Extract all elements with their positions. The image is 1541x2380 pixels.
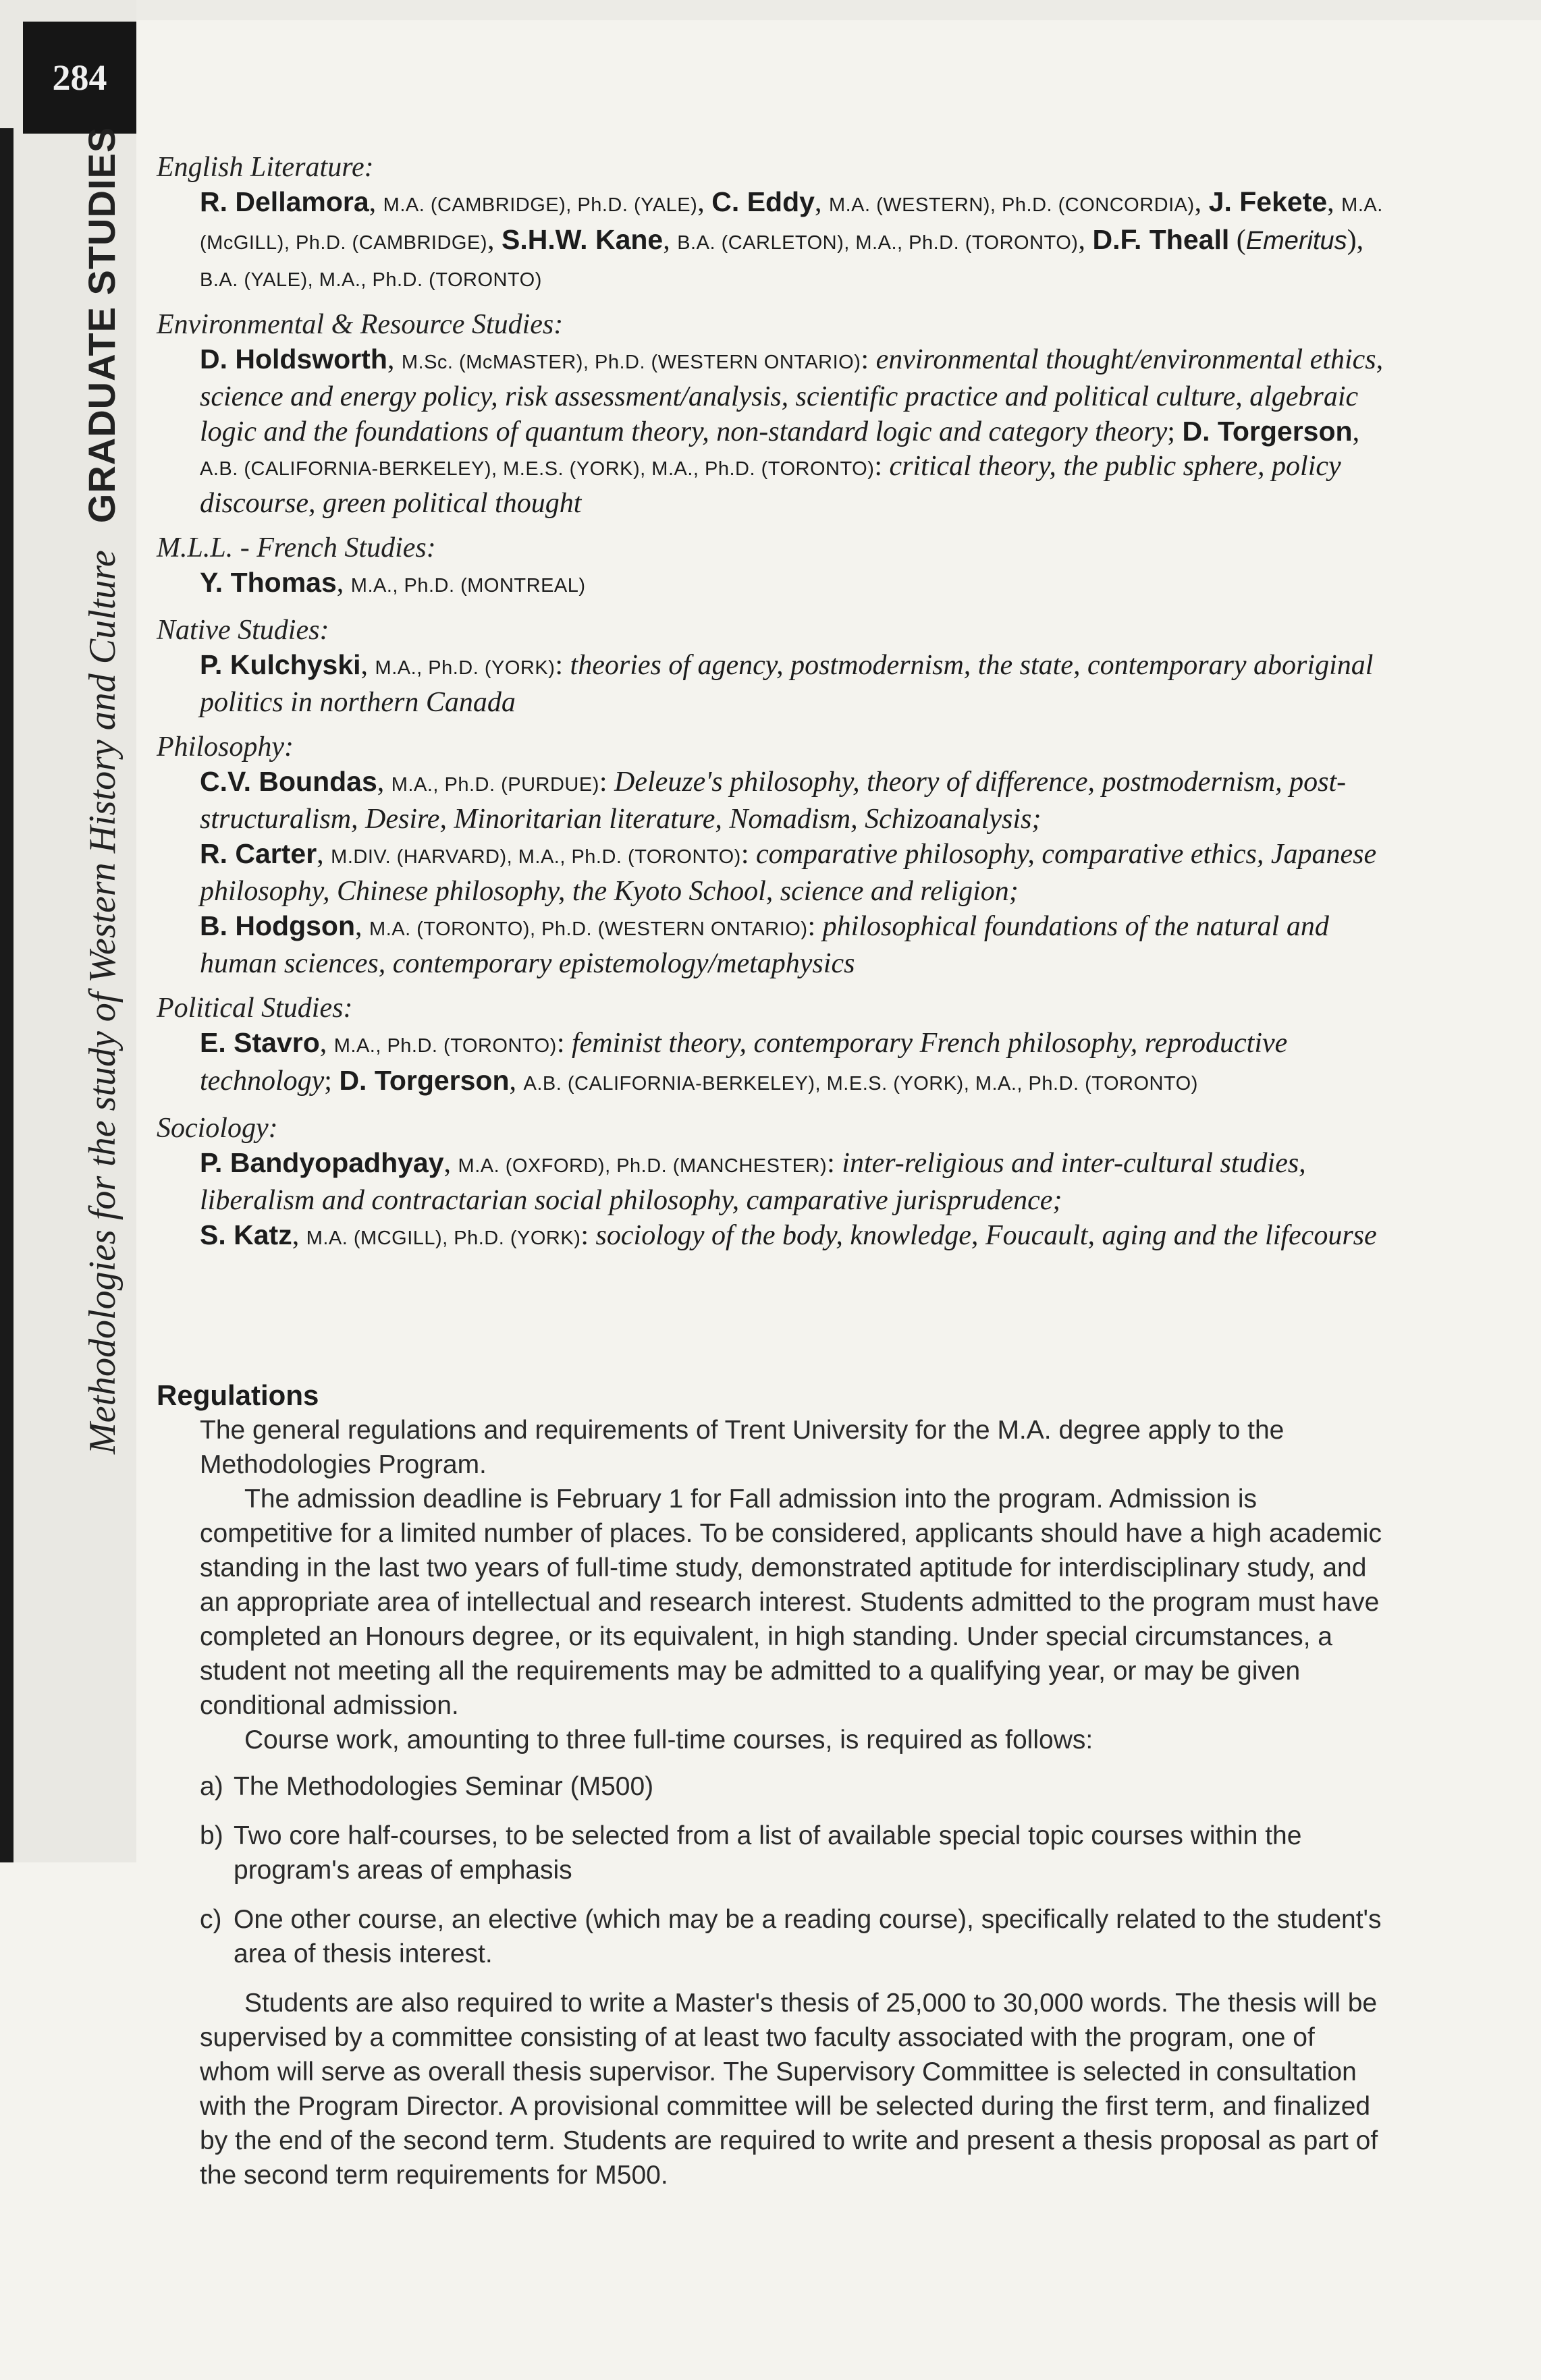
regulations-paragraph: The admission deadline is February 1 for Fall admission into the program. Admission is competitive for a limited number of places. To be considered, applicants should have a high academic standing in the last two years of full-time study, demonstrated aptitude for interdisciplinary study, and an appropriate area of intellectual and research interest. Students admitted to the program must have completed an Honours degree, or its equivalent, in high standing. Under special circumstances, a student not meeting all the requirements may be admitted to a qualifying year, or may be given conditional admission. bbox=[200, 1485, 1382, 1720]
faculty-credentials: M.A., Ph.D. (YORK) bbox=[375, 657, 556, 679]
faculty-credentials: M.A., Ph.D. (MONTREAL) bbox=[350, 575, 586, 597]
faculty-block bbox=[157, 613, 1392, 720]
running-head bbox=[80, 127, 124, 1454]
faculty-paragraph bbox=[200, 342, 1392, 521]
faculty-credentials: M.A. (CAMBRIDGE), Ph.D. (YALE) bbox=[383, 194, 698, 216]
faculty-entries bbox=[157, 185, 1392, 298]
research-interests: philosophical foundations of the natural and human sciences, contemporary epistemology/metaphysics bbox=[200, 911, 1329, 979]
punctuation: , bbox=[355, 911, 370, 942]
faculty-paragraph bbox=[200, 565, 1392, 603]
punctuation: : bbox=[827, 1148, 842, 1179]
regulations-paragraph: Course work, amounting to three full-time courses, is required as follows: bbox=[244, 1725, 1093, 1754]
list-item bbox=[200, 1769, 1392, 1804]
faculty-paragraph bbox=[200, 837, 1392, 909]
punctuation: : bbox=[556, 1028, 572, 1059]
list-item-text: The Methodologies Seminar (M500) bbox=[234, 1772, 654, 1801]
faculty-credentials: A.B. (CALIFORNIA-BERKELEY), M.E.S. (YORK), M.A., Ph.D. (TORONTO) bbox=[200, 458, 875, 480]
faculty-credentials: B.A. (CARLETON), M.A., Ph.D. (TORONTO) bbox=[677, 232, 1079, 254]
punctuation: , bbox=[663, 225, 678, 256]
faculty-block bbox=[157, 150, 1392, 298]
faculty-name: Y. Thomas bbox=[200, 567, 337, 598]
list-item bbox=[200, 1819, 1392, 1887]
punctuation: , bbox=[377, 767, 391, 798]
page-number-text: 284 bbox=[52, 57, 107, 98]
punctuation: , bbox=[317, 839, 331, 870]
punctuation: : bbox=[861, 344, 876, 375]
faculty-entries bbox=[157, 565, 1392, 603]
running-head-section: GRADUATE STUDIES bbox=[80, 126, 123, 524]
faculty-name: J. Fekete bbox=[1208, 186, 1328, 217]
research-interests: theories of agency, postmodernism, the state, contemporary aboriginal politics in northern Canada bbox=[200, 650, 1374, 718]
punctuation: : bbox=[555, 650, 570, 681]
faculty-name: C. Eddy bbox=[711, 186, 815, 217]
punctuation: : bbox=[807, 911, 823, 942]
punctuation: ; bbox=[1167, 416, 1183, 447]
faculty-name: D. Torgerson bbox=[1182, 416, 1353, 447]
research-interests: comparative philosophy, comparative ethics, Japanese philosophy, Chinese philosophy, the Kyoto School, science and religion; bbox=[200, 839, 1377, 907]
punctuation: : bbox=[874, 451, 890, 482]
punctuation: : bbox=[580, 1220, 596, 1251]
punctuation: ( bbox=[1229, 225, 1246, 256]
faculty-entries bbox=[157, 765, 1392, 981]
faculty-name: R. Carter bbox=[200, 838, 317, 869]
top-strip bbox=[0, 0, 1541, 20]
field-heading: Philosophy: bbox=[157, 731, 294, 763]
faculty-credentials: M.A., Ph.D. (TORONTO) bbox=[333, 1035, 557, 1057]
regulations-paragraph: Students are also required to write a Master's thesis of 25,000 to 30,000 words. The thesis will be supervised by a committee consisting of at least two faculty associated with the program, one of whom will serve as overall thesis supervisor. The Supervisory Committee is selected in consultation with the Program Director. A provisional committee will be selected during the first term, and finalized by the end of the second term. Students are required to write and present a thesis proposal as part of the second term requirements for M500. bbox=[200, 1989, 1378, 2190]
faculty-block bbox=[157, 729, 1392, 981]
faculty-entries bbox=[157, 342, 1392, 521]
punctuation: , bbox=[814, 187, 829, 218]
faculty-list bbox=[157, 150, 1392, 1265]
faculty-credentials: A.B. (CALIFORNIA-BERKELEY), M.E.S. (YORK), M.A., Ph.D. (TORONTO) bbox=[523, 1073, 1198, 1095]
running-head-series: Methodologies for the study of Western History and Culture bbox=[82, 550, 124, 1454]
list-marker: b) bbox=[200, 1821, 223, 1850]
research-interests: sociology of the body, knowledge, Foucault, aging and the lifecourse bbox=[595, 1220, 1377, 1251]
faculty-credentials: M.A. (WESTERN), Ph.D. (CONCORDIA) bbox=[828, 194, 1195, 216]
faculty-entries bbox=[157, 1146, 1392, 1256]
regulations-section bbox=[157, 1378, 1392, 2192]
punctuation: ; bbox=[324, 1066, 340, 1097]
faculty-name: D. Torgerson bbox=[339, 1065, 510, 1096]
faculty-name: S.H.W. Kane bbox=[502, 224, 664, 255]
regulations-paragraph: The general regulations and requirements of Trent University for the M.A. degree apply to the Methodologies Program. bbox=[200, 1416, 1285, 1479]
punctuation: ), bbox=[1347, 225, 1364, 256]
faculty-entries bbox=[157, 648, 1392, 720]
faculty-name: P. Bandyopadhyay bbox=[200, 1147, 444, 1178]
faculty-paragraph bbox=[200, 648, 1392, 720]
punctuation: , bbox=[697, 187, 712, 218]
research-interests: Deleuze's philosophy, theory of difference, postmodernism, post-structuralism, Desire, Minoritarian literature, Nomadism, Schizoanalysis; bbox=[200, 767, 1347, 835]
page-number bbox=[23, 22, 136, 134]
faculty-name: B. Hodgson bbox=[200, 910, 356, 941]
regulations-body bbox=[157, 1413, 1392, 2192]
faculty-paragraph bbox=[200, 185, 1392, 298]
faculty-credentials: M.A., Ph.D. (PURDUE) bbox=[391, 774, 599, 796]
emeritus-label: Emeritus bbox=[1245, 227, 1347, 255]
regulations-heading: Regulations bbox=[157, 1379, 319, 1411]
faculty-block bbox=[157, 1111, 1392, 1256]
punctuation: : bbox=[599, 767, 615, 798]
field-heading: Sociology: bbox=[157, 1113, 278, 1144]
punctuation: , bbox=[336, 568, 351, 599]
punctuation: , bbox=[1194, 187, 1209, 218]
faculty-paragraph bbox=[200, 1218, 1392, 1256]
faculty-credentials: B.A. (YALE), M.A., Ph.D. (TORONTO) bbox=[200, 269, 542, 291]
faculty-name: C.V. Boundas bbox=[200, 766, 377, 797]
field-heading: Environmental & Resource Studies: bbox=[157, 309, 564, 340]
faculty-credentials: M.A. (OXFORD), Ph.D. (MANCHESTER) bbox=[458, 1155, 828, 1177]
punctuation: : bbox=[740, 839, 756, 870]
course-requirements-list bbox=[200, 1769, 1392, 1971]
faculty-name: D.F. Theall bbox=[1092, 224, 1230, 255]
sidebar-edge bbox=[0, 128, 13, 1862]
research-interests: feminist theory, contemporary French philosophy, reproductive technology bbox=[200, 1028, 1288, 1097]
faculty-block bbox=[157, 991, 1392, 1101]
punctuation: , bbox=[1352, 416, 1360, 447]
list-item-text: Two core half-courses, to be selected from a list of available special topic courses within the program's areas of emphasis bbox=[234, 1821, 1302, 1885]
faculty-name: D. Holdsworth bbox=[200, 343, 387, 375]
faculty-credentials: M.A. (MCGILL), Ph.D. (YORK) bbox=[306, 1227, 581, 1249]
faculty-credentials: M.A. (McGILL), Ph.D. (CAMBRIDGE) bbox=[200, 194, 1383, 254]
faculty-block bbox=[157, 530, 1392, 603]
punctuation: , bbox=[292, 1220, 306, 1251]
list-item-text: One other course, an elective (which may be a reading course), specifically related to the student's area of thesis interest. bbox=[234, 1905, 1382, 1968]
faculty-name: P. Kulchyski bbox=[200, 649, 361, 680]
faculty-paragraph bbox=[200, 765, 1392, 837]
punctuation: , bbox=[509, 1066, 524, 1097]
faculty-credentials: M.DIV. (HARVARD), M.A., Ph.D. (TORONTO) bbox=[331, 846, 741, 868]
punctuation: , bbox=[1327, 187, 1342, 218]
faculty-name: E. Stavro bbox=[200, 1027, 320, 1058]
faculty-paragraph bbox=[200, 1146, 1392, 1218]
research-interests: environmental thought/environmental ethics, science and energy policy, risk assessment/analysis, scientific practice and political culture, algebraic logic and the foundations of quantum theory, non-standard logic and category theory bbox=[200, 344, 1384, 447]
faculty-name: R. Dellamora bbox=[200, 186, 369, 217]
faculty-block bbox=[157, 307, 1392, 521]
faculty-credentials: M.A. (TORONTO), Ph.D. (WESTERN ONTARIO) bbox=[369, 918, 808, 940]
punctuation: , bbox=[387, 344, 402, 375]
list-marker: c) bbox=[200, 1905, 222, 1934]
faculty-name: S. Katz bbox=[200, 1219, 292, 1250]
research-interests: inter-religious and inter-cultural studies, liberalism and contractarian social philosophy, camparative jurisprudence; bbox=[200, 1148, 1306, 1216]
faculty-credentials: M.Sc. (McMASTER), Ph.D. (WESTERN ONTARIO) bbox=[401, 352, 861, 373]
research-interests: critical theory, the public sphere, policy discourse, green political thought bbox=[200, 451, 1341, 519]
punctuation: , bbox=[443, 1148, 458, 1179]
punctuation: , bbox=[360, 650, 375, 681]
faculty-paragraph bbox=[200, 909, 1392, 981]
punctuation: , bbox=[369, 187, 383, 218]
field-heading: Political Studies: bbox=[157, 993, 353, 1024]
punctuation: , bbox=[1078, 225, 1093, 256]
punctuation: , bbox=[319, 1028, 334, 1059]
list-item bbox=[200, 1902, 1392, 1971]
faculty-paragraph bbox=[200, 1026, 1392, 1101]
field-heading: Native Studies: bbox=[157, 615, 329, 646]
field-heading: English Literature: bbox=[157, 152, 374, 183]
list-marker: a) bbox=[200, 1772, 223, 1801]
faculty-entries bbox=[157, 1026, 1392, 1101]
field-heading: M.L.L. - French Studies: bbox=[157, 532, 436, 563]
punctuation: , bbox=[487, 225, 502, 256]
